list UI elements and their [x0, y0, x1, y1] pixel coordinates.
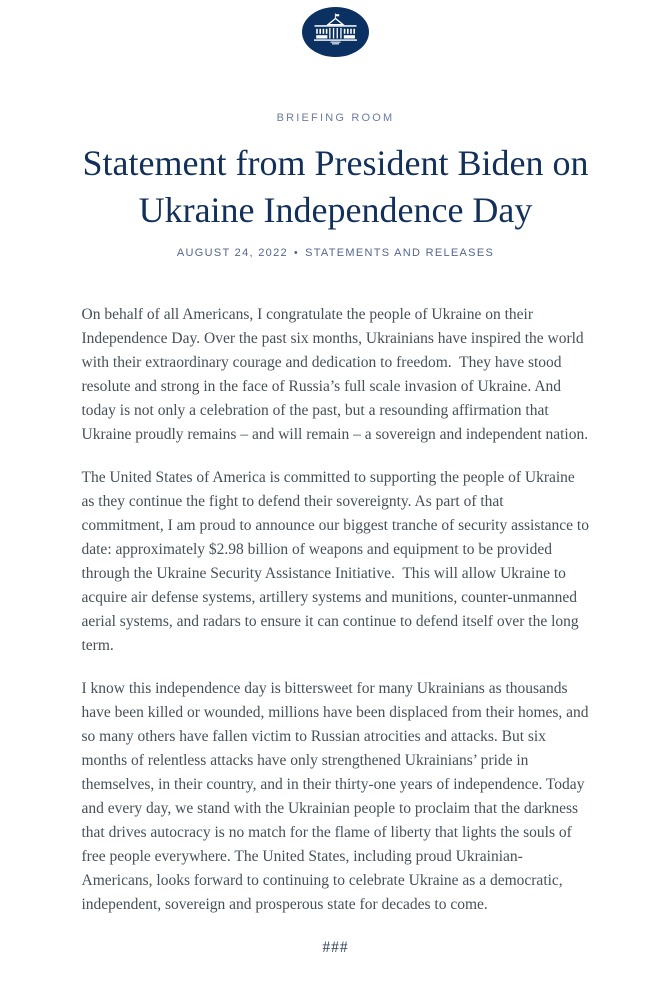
article-date: AUGUST 24, 2022 [176, 246, 288, 259]
breadcrumb [0, 112, 671, 124]
article-meta [0, 247, 671, 259]
page-title: Statement from President Biden on Ukraine Independence Day [82, 143, 589, 230]
paragraph-2: The United States of America is committed to supporting the people of Ukraine as they continue the fight to defend their sovereignty. As part of that commitment, I am proud to announce our biggest tranche of security assistance to date: approximately $2.98 billion of weapons and equipment to be provided through the Ukraine Security Assistance Initiative. This will allow Ukraine to acquire air defense systems, artillery systems and munitions, counter-unmanned aerial systems, and radars to ensure it can continue to defend itself over the long term. [81, 468, 593, 654]
paragraph-3: I know this independence day is bittersweet for many Ukrainians as thousands have been killed or wounded, millions have been displaced from their homes, and so many others have fallen victim to Russian atrocities and attacks. But six months of relentless attacks have only strengthened Ukrainians’ pride in themselves, in their country, and in their thirty-one years of independence. Today and every day, we stand with the Ukrainian people to proclaim that the darkness that drives autocracy is no match for the flame of liberty that lights the souls of free people everywhere. The United States, including proud Ukrainian-Americans, looks forward to continuing to celebrate Ukraine as a democratic, independent, sovereign and prosperous state for decades to come. [81, 679, 593, 913]
briefing-room-link[interactable]: BRIEFING ROOM [276, 112, 395, 124]
paragraph-1: On behalf of all Americans, I congratulate the people of Ukraine on their Independence Day. Over the past six months, Ukrainians have inspired the world with their extraordinary courage and dedication to freedom. They have stood resolute and strong in the face of Russia’s full scale invasion of Ukraine. And today is not only a celebration of the past, but a resounding affirmation that Ukraine proudly remains – and will remain – a sovereign and independent nation. [81, 305, 589, 443]
whitehouse-seal-icon [302, 7, 369, 57]
category-link[interactable]: STATEMENTS AND RELEASES [305, 246, 495, 259]
whitehouse-logo[interactable] [302, 7, 369, 57]
end-mark: ### [322, 938, 349, 956]
meta-separator: • [293, 246, 300, 259]
masthead [0, 0, 671, 57]
article-body [81, 303, 593, 960]
